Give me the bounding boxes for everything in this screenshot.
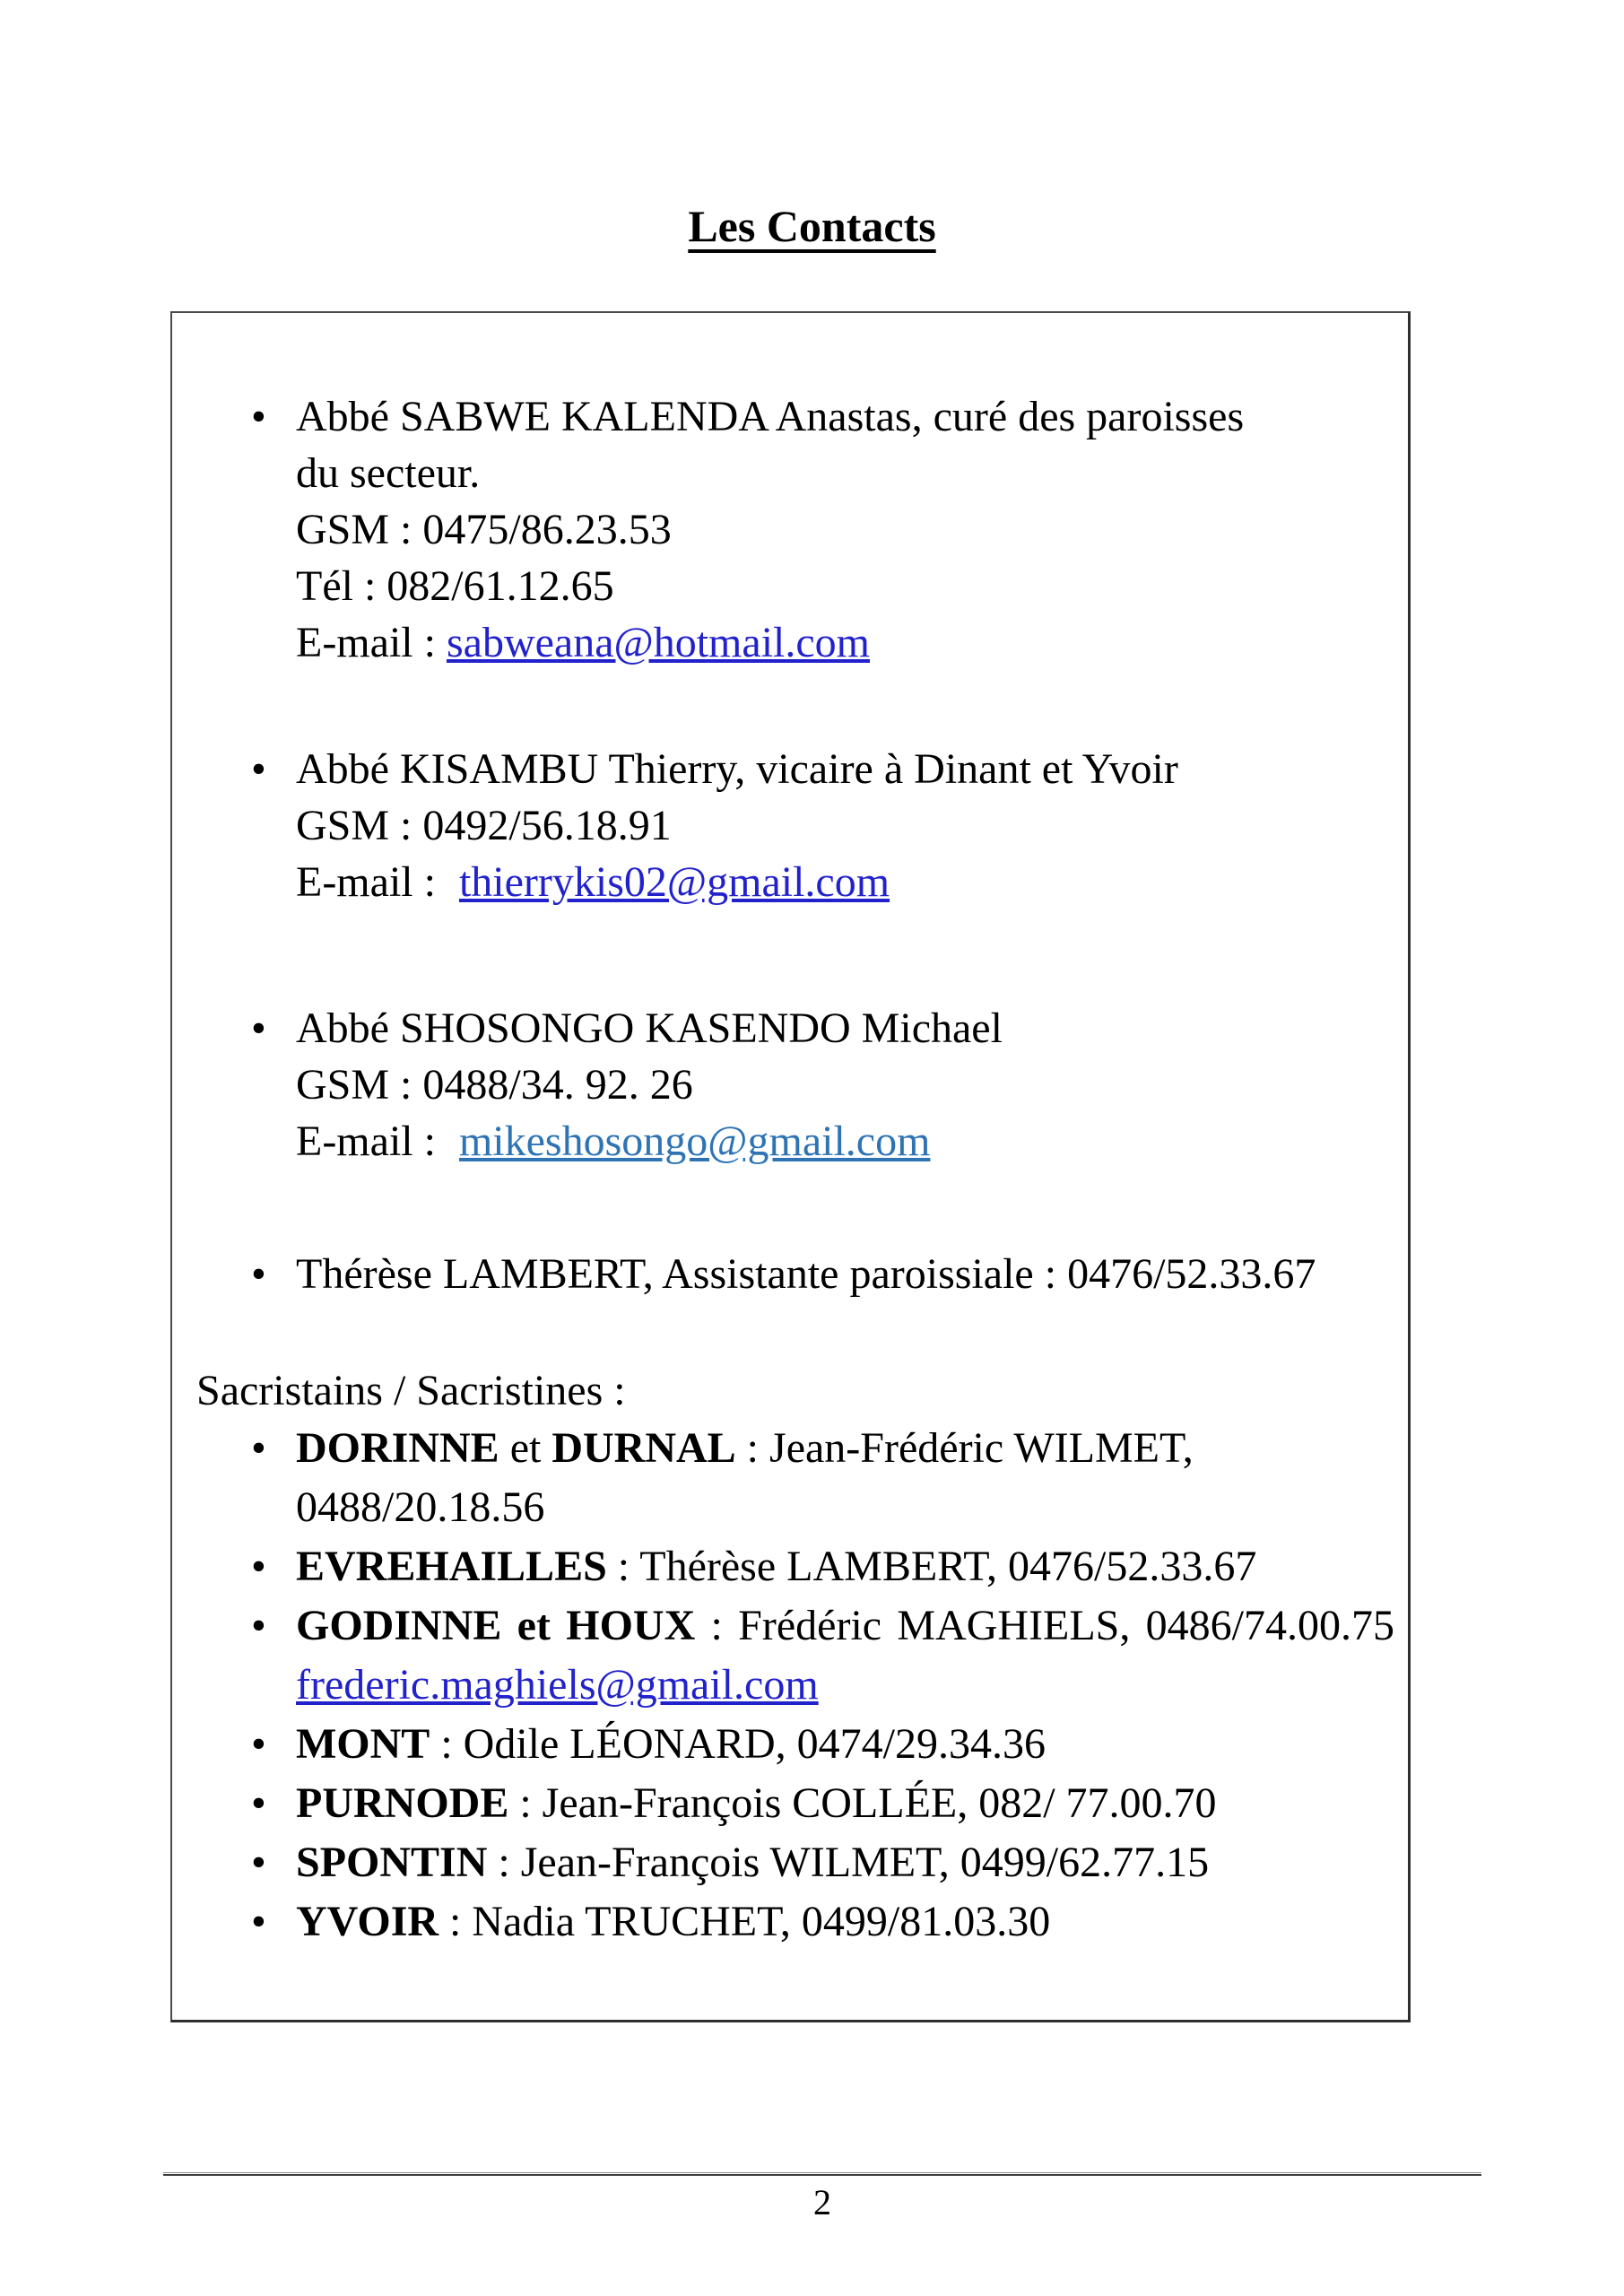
contact-line: Tél : 082/61.12.65 xyxy=(296,562,614,610)
sacristan-item-purnode xyxy=(251,1774,1394,1833)
sacristan-item-dorinne-durnal xyxy=(251,1419,1394,1537)
sacristan-line xyxy=(296,1419,1394,1478)
bullet-icon: • xyxy=(251,745,266,793)
bullet-icon: • xyxy=(251,1602,266,1649)
email-label: E-mail : xyxy=(296,619,436,666)
contact-line: Thérèse LAMBERT, Assistante paroissiale : 0476/52.33.67 xyxy=(296,1250,1316,1298)
contact-email-line xyxy=(296,854,1394,910)
email-label: E-mail : xyxy=(296,858,436,906)
bullet-icon: • xyxy=(251,1898,266,1945)
bullet-icon: • xyxy=(251,1543,266,1590)
bullet-icon: • xyxy=(251,1839,266,1886)
contacts-list xyxy=(172,388,1408,1302)
bullet-icon: • xyxy=(251,1720,266,1768)
email-label: E-mail : xyxy=(296,1118,436,1165)
village-name: MONT xyxy=(296,1720,430,1768)
sacristan-item-godinne-houx xyxy=(251,1596,1394,1715)
contact-line: Abbé SABWE KALENDA Anastas, curé des paroisses xyxy=(296,393,1245,440)
email-link[interactable]: thierrykis02@gmail.com xyxy=(458,858,890,906)
bullet-icon: • xyxy=(251,393,266,440)
village-name: YVOIR xyxy=(296,1898,439,1945)
sacristan-text: : Odile LÉONARD, 0474/29.34.36 xyxy=(430,1720,1046,1768)
contacts-box xyxy=(170,311,1411,2022)
sacristan-item-mont xyxy=(251,1715,1394,1774)
contact-line: GSM : 0492/56.18.91 xyxy=(296,802,672,849)
sacristan-line xyxy=(296,1656,1394,1715)
contact-line: du secteur. xyxy=(296,449,481,497)
sacristan-line xyxy=(296,1892,1394,1952)
page-title xyxy=(0,199,1624,253)
sacristan-text: : Thérèse LAMBERT, 0476/52.33.67 xyxy=(606,1543,1257,1590)
sacristan-text: : Jean-François WILMET, 0499/62.77.15 xyxy=(487,1839,1210,1886)
contact-item-sabwe xyxy=(251,388,1394,671)
contact-item-lambert xyxy=(251,1246,1394,1302)
sacristan-text: : Nadia TRUCHET, 0499/81.03.30 xyxy=(439,1898,1051,1945)
village-name: GODINNE et HOUX xyxy=(296,1602,696,1649)
sacristan-text: : Frédéric MAGHIELS, 0486/74.00.75 xyxy=(695,1602,1395,1649)
sacristan-text: et xyxy=(499,1424,552,1472)
village-name: SPONTIN xyxy=(296,1839,488,1886)
village-name: PURNODE xyxy=(296,1779,509,1827)
village-name: DURNAL xyxy=(551,1424,736,1472)
contact-item-kisambu xyxy=(251,741,1394,910)
contact-line: GSM : 0488/34. 92. 26 xyxy=(296,1061,693,1109)
contact-line: Abbé KISAMBU Thierry, vicaire à Dinant et Yvoir xyxy=(296,745,1178,793)
bullet-icon: • xyxy=(251,1424,266,1472)
bullet-icon: • xyxy=(251,1250,266,1298)
contact-email-line xyxy=(296,614,1394,671)
bullet-icon: • xyxy=(251,1004,266,1052)
sacristan-line: 0488/20.18.56 xyxy=(296,1483,545,1531)
sacristains-heading: Sacristains / Sacristines : xyxy=(196,1367,626,1414)
footer-divider xyxy=(163,2172,1481,2176)
sacristan-item-spontin xyxy=(251,1833,1394,1892)
sacristan-item-evrehailles xyxy=(251,1537,1394,1596)
village-name: EVREHAILLES xyxy=(296,1543,607,1590)
email-link[interactable]: sabweana@hotmail.com xyxy=(446,619,871,666)
sacristan-item-yvoir xyxy=(251,1892,1394,1952)
contact-item-shosongo xyxy=(251,1000,1394,1170)
sacristan-line xyxy=(296,1833,1394,1892)
sacristan-line xyxy=(296,1596,1394,1656)
sacristan-text: : Jean-François COLLÉE, 082/ 77.00.70 xyxy=(508,1779,1217,1827)
bullet-icon: • xyxy=(251,1779,266,1827)
page-number: 2 xyxy=(813,2182,831,2222)
contact-email-line xyxy=(296,1113,1394,1170)
village-name: DORINNE xyxy=(296,1424,499,1472)
email-link[interactable]: mikeshosongo@gmail.com xyxy=(458,1118,931,1165)
sacristan-line xyxy=(296,1715,1394,1774)
sacristains-list xyxy=(172,1419,1408,1952)
sacristan-text: : Jean-Frédéric WILMET, xyxy=(735,1424,1194,1472)
sacristan-line xyxy=(296,1537,1394,1596)
page-title-text: Les Contacts xyxy=(688,201,936,251)
sacristan-line xyxy=(296,1774,1394,1833)
contact-line: Abbé SHOSONGO KASENDO Michael xyxy=(296,1004,1003,1052)
email-link[interactable]: frederic.maghiels@gmail.com xyxy=(296,1661,819,1709)
contact-line: GSM : 0475/86.23.53 xyxy=(296,506,672,553)
